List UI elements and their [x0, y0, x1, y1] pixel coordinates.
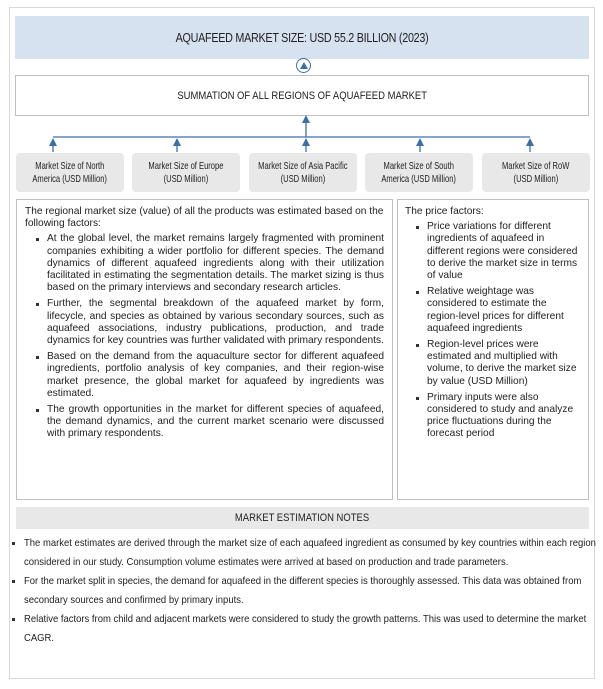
region-label-line1: Market Size of South — [383, 159, 455, 172]
list-item: Price variations for different ingredients of aquafeed in different regions were considered to derive the market size in terms of value — [416, 221, 581, 282]
list-item: Region-level prices were estimated and multiplied with volume, to derive the market size by value (USD Million) — [416, 339, 581, 388]
region-label-line2: (USD Million) — [163, 172, 209, 185]
note-text: Relative factors from child and adjacent markets were considered to study the growth patterns. This was used to determine the market CAGR. — [24, 614, 587, 644]
region-south-america — [365, 153, 473, 192]
market-size-title — [15, 16, 589, 59]
estimation-notes — [12, 534, 596, 648]
regional-factors-intro: The regional market size (value) of all the products was estimated based on the following factors: — [25, 206, 384, 230]
region-label-line1: Market Size of North — [35, 159, 105, 172]
estimation-notes-header — [16, 507, 589, 529]
region-label-line2: America (USD Million) — [381, 172, 457, 185]
regional-factors-panel — [16, 199, 393, 500]
estimation-notes-title: MARKET ESTIMATION NOTES — [235, 512, 370, 524]
region-europe — [132, 153, 240, 192]
summation-label: SUMMATION OF ALL REGIONS OF AQUAFEED MARKET — [177, 89, 427, 102]
circle-up-arrow-icon — [296, 58, 311, 73]
list-item: Relative weightage was considered to estimate the region-level prices for different aquafeed ingredients — [416, 286, 581, 335]
region-label-line1: Market Size of Asia Pacific — [258, 159, 348, 172]
list-item — [12, 534, 596, 572]
list-item: Based on the demand from the aquaculture sector for different aquafeed ingredients, portfolio analysis of key companies, and their region-wise market presence, the global market for aquafeed by ingredients was estimated. — [36, 351, 384, 400]
region-north-america — [16, 153, 124, 192]
region-row — [482, 153, 590, 192]
list-item — [12, 572, 584, 610]
list-item: Primary inputs were also considered to study and analyze price fluctuations during the forecast period — [416, 392, 581, 441]
region-label-line2: America (USD Million) — [32, 172, 108, 185]
region-label-line1: Market Size of Europe — [148, 159, 224, 172]
note-text: The market estimates are derived through the market size of each aquafeed ingredient as consumed by key countries within each region considered in our study. Consumption volume estimates were arrived at based on production and trade parameters. — [24, 538, 596, 568]
note-text: For the market split in species, the demand for aquafeed in the different species is thoroughly assessed. This data was obtained from secondary sources and confirmed by primary inputs. — [24, 576, 582, 606]
price-factors-intro: The price factors: — [405, 206, 484, 217]
price-factors-panel — [397, 199, 589, 500]
regional-factors-list — [25, 233, 384, 440]
market-size-title-text: AQUAFEED MARKET SIZE: USD 55.2 BILLION (2023) — [175, 30, 429, 45]
list-item: The growth opportunities in the market for different species of aquafeed, the demand dynamics, and the current market scenario were discussed with primary respondents. — [36, 404, 384, 441]
region-boxes — [16, 153, 589, 192]
list-item: Further, the segmental breakdown of the aquafeed market by form, lifecycle, and species as obtained by various secondary sources, such as aquafeed associations, industry publications, production, and trade dynamics for key countries was further validated with primary respondents. — [36, 298, 384, 347]
region-label-line2: (USD Million) — [513, 172, 559, 185]
region-label-line1: Market Size of RoW — [502, 159, 570, 172]
region-label-line2: (USD Million) — [280, 172, 326, 185]
price-factors-list — [405, 221, 581, 440]
estimation-notes-list — [12, 534, 596, 648]
summation-box — [15, 75, 589, 116]
list-item — [12, 610, 587, 648]
list-item: At the global level, the market remains largely fragmented with prominent companies exhibiting a wider portfolio for different species. The demand dynamics of different aquafeed ingredients along with their utilization facilitated in estimating the segmentation details. The market sizing is thus based on the primary interviews and secondary research articles. — [36, 233, 384, 294]
region-asia-pacific — [249, 153, 357, 192]
